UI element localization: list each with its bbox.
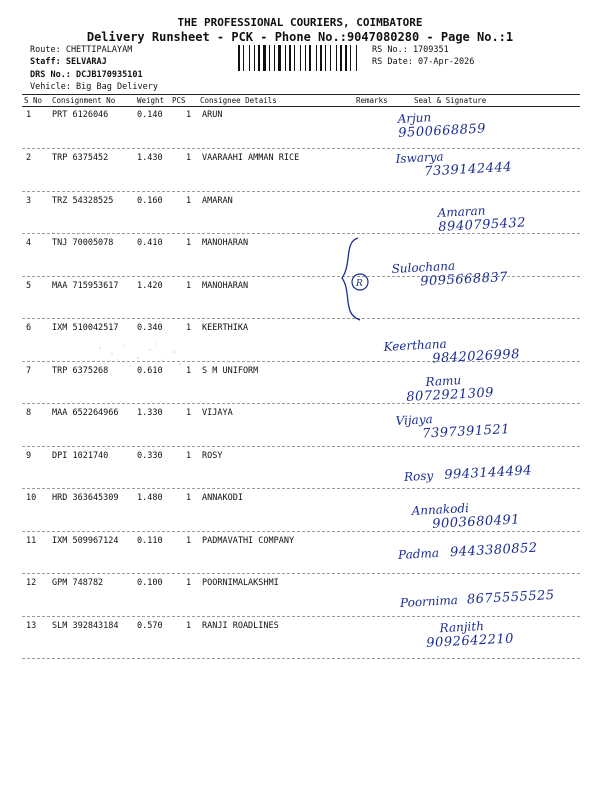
- rs-date: RS Date: 07-Apr-2026: [372, 57, 475, 67]
- row-consignee: MANOHARAN: [202, 281, 249, 291]
- signature-name: Sulochana: [391, 258, 456, 277]
- barcode-bar: [294, 45, 295, 71]
- row-pcs: 1: [186, 110, 192, 120]
- route-label: Route: CHETTIPALAYAM: [30, 45, 133, 55]
- barcode-bar: [336, 45, 337, 71]
- row-consignment: TRP 6375268: [52, 366, 109, 376]
- barcode-bar: [274, 45, 275, 71]
- row-pcs: 1: [186, 366, 192, 376]
- row-consignee: ROSY: [202, 451, 223, 461]
- row-weight: 0.140: [137, 110, 163, 120]
- signature: [397, 107, 486, 141]
- row-consignment: GPM 748782: [52, 578, 104, 588]
- signature-phone: 9095668837: [419, 269, 509, 290]
- barcode-bar: [307, 45, 308, 71]
- row-divider: [22, 658, 580, 659]
- barcode-bar: [318, 45, 319, 71]
- row-pcs: 1: [186, 536, 192, 546]
- row-consignee: ANNAKODI: [202, 493, 243, 503]
- row-consignment: DPI 1021740: [52, 451, 109, 461]
- row-pcs: 1: [186, 451, 192, 461]
- row-consignee: RANJI ROADLINES: [202, 621, 279, 631]
- barcode-bar: [258, 45, 260, 71]
- barcode-bar: [325, 45, 326, 71]
- table-header-border: [22, 106, 580, 107]
- table-row: [0, 238, 600, 280]
- barcode-bar: [276, 45, 277, 71]
- row-consignment: SLM 392843184: [52, 621, 119, 631]
- row-sno: 7: [26, 366, 32, 376]
- vehicle-label: Vehicle: Big Bag Delivery: [30, 82, 158, 92]
- barcode-bar: [287, 45, 288, 71]
- row-weight: 0.340: [137, 323, 163, 333]
- row-consignment: IXM 509967124: [52, 536, 119, 546]
- barcode-bar: [348, 45, 349, 71]
- row-sno: 10: [26, 493, 37, 503]
- row-consignment: TRZ 54328525: [52, 196, 114, 206]
- row-divider: [22, 318, 580, 319]
- row-weight: 0.110: [137, 536, 163, 546]
- barcode-bar: [320, 45, 322, 71]
- rs-number: RS No.: 1709351: [372, 45, 449, 55]
- barcode-bar: [352, 45, 355, 71]
- row-divider: [22, 573, 580, 574]
- signature-name: Arjun: [397, 110, 432, 127]
- barcode-bar: [332, 45, 335, 71]
- row-sno: 2: [26, 153, 32, 163]
- barcode-bar: [340, 45, 342, 71]
- runsheet-subtitle: Delivery Runsheet - PCK - Phone No.:9047080280 - Page No.:1: [86, 30, 514, 44]
- row-weight: 1.430: [137, 153, 163, 163]
- barcode-bar: [238, 45, 240, 71]
- row-sno: 5: [26, 281, 32, 291]
- col-header-consignee: Consignee Details: [200, 96, 277, 105]
- barcode-bar: [245, 45, 248, 71]
- signature-name: Keerthana: [383, 336, 448, 355]
- signature-name: Ranjith: [439, 618, 485, 636]
- barcode-bar: [254, 45, 255, 71]
- table-row: [0, 408, 600, 450]
- signature: [437, 201, 526, 235]
- row-consignee: VAARAAHI AMMAN RICE: [202, 153, 300, 163]
- barcode-bar: [323, 45, 324, 71]
- row-weight: 0.100: [137, 578, 163, 588]
- row-weight: 0.160: [137, 196, 163, 206]
- row-divider: [22, 233, 580, 234]
- row-consignee: ARUN: [202, 110, 223, 120]
- row-sno: 8: [26, 408, 32, 418]
- signature-name: Iswarya: [395, 149, 444, 167]
- barcode-bar: [269, 45, 270, 71]
- row-consignment: TRP 6375452: [52, 153, 109, 163]
- col-header-sno: S No: [24, 96, 43, 105]
- row-pcs: 1: [186, 408, 192, 418]
- signature-phone: 7339142444: [423, 159, 513, 180]
- barcode-bar: [261, 45, 262, 71]
- col-header-pcs: PCS: [172, 96, 186, 105]
- barcode: [238, 45, 368, 71]
- row-weight: 1.480: [137, 493, 163, 503]
- row-sno: 13: [26, 621, 37, 631]
- col-header-weight: Weight: [137, 96, 165, 105]
- bracket-mark: [330, 234, 370, 324]
- row-consignee: AMARAN: [202, 196, 233, 206]
- col-header-remarks: Remarks: [356, 96, 388, 105]
- barcode-bar: [312, 45, 315, 71]
- barcode-bar: [356, 45, 357, 71]
- row-weight: 0.410: [137, 238, 163, 248]
- row-divider: [22, 616, 580, 617]
- signature-name: Amaran: [437, 203, 486, 221]
- barcode-bar: [256, 45, 257, 71]
- barcode-bar: [243, 45, 244, 71]
- row-sno: 6: [26, 323, 32, 333]
- row-pcs: 1: [186, 578, 192, 588]
- row-weight: 1.420: [137, 281, 163, 291]
- signature-phone: 9842026998: [431, 346, 521, 367]
- barcode-bar: [249, 45, 250, 71]
- signature-phone: 9500668859: [397, 121, 487, 141]
- barcode-bar: [300, 45, 301, 71]
- signature-phone: 7397391521: [421, 422, 511, 442]
- row-consignee: POORNIMALAKSHMI: [202, 578, 279, 588]
- signature: [425, 617, 514, 651]
- signature-name: Padma: [397, 545, 440, 562]
- barcode-bar: [327, 45, 329, 71]
- row-weight: 0.610: [137, 366, 163, 376]
- row-divider: [22, 403, 580, 404]
- signature-name: Vijaya: [395, 412, 434, 429]
- signature: [405, 371, 494, 405]
- table-row: [0, 281, 600, 323]
- row-pcs: 1: [186, 323, 192, 333]
- signature-phone: 9003680491: [431, 512, 521, 532]
- row-consignee: S M UNIFORM: [202, 366, 259, 376]
- signature-phone: 9443380852: [449, 540, 539, 561]
- row-weight: 1.330: [137, 408, 163, 418]
- signature-phone: 9943144494: [443, 463, 533, 483]
- row-sno: 9: [26, 451, 32, 461]
- row-consignee: PADMAVATHI COMPANY: [202, 536, 295, 546]
- barcode-bar: [345, 45, 347, 71]
- signature: [395, 146, 512, 181]
- row-divider: [22, 488, 580, 489]
- row-weight: 0.570: [137, 621, 163, 631]
- barcode-bar: [263, 45, 266, 71]
- barcode-bar: [309, 45, 311, 71]
- barcode-bar: [285, 45, 286, 71]
- barcode-bar: [267, 45, 268, 71]
- barcode-bar: [358, 45, 360, 71]
- barcode-bar: [292, 45, 293, 71]
- barcode-bar: [271, 45, 273, 71]
- barcode-bar: [350, 45, 351, 71]
- signature: [395, 408, 510, 443]
- barcode-bar: [282, 45, 284, 71]
- row-consignment: HRD 363645309: [52, 493, 119, 503]
- row-consignment: IXM 510042517: [52, 323, 119, 333]
- svg-text:R: R: [356, 279, 363, 289]
- table-top-border: [22, 94, 580, 95]
- row-sno: 12: [26, 578, 37, 588]
- row-pcs: 1: [186, 281, 192, 291]
- row-pcs: 1: [186, 493, 192, 503]
- barcode-bar: [302, 45, 304, 71]
- row-consignment: TNJ 70005078: [52, 238, 114, 248]
- row-pcs: 1: [186, 621, 192, 631]
- col-header-consignment: Consignment No: [52, 96, 116, 105]
- row-pcs: 1: [186, 196, 192, 206]
- signature: [411, 498, 520, 533]
- signature-name: Poornima: [399, 592, 459, 610]
- row-divider: [22, 191, 580, 192]
- barcode-bar: [251, 45, 253, 71]
- signature-phone: 9092642210: [425, 631, 515, 651]
- barcode-bar: [338, 45, 339, 71]
- row-sno: 1: [26, 110, 32, 120]
- row-pcs: 1: [186, 153, 192, 163]
- barcode-bar: [316, 45, 317, 71]
- row-sno: 3: [26, 196, 32, 206]
- row-consignment: MAA 715953617: [52, 281, 119, 291]
- row-consignment: PRT 6126046: [52, 110, 109, 120]
- company-title: THE PROFESSIONAL COURIERS, COIMBATORE: [177, 16, 423, 29]
- row-consignee: MANOHARAN: [202, 238, 249, 248]
- drs-number: DRS No.: DCJB170935101: [30, 70, 143, 80]
- staff-label: Staff: SELVARAJ: [30, 57, 107, 67]
- barcode-bar: [241, 45, 242, 71]
- barcode-bar: [289, 45, 291, 71]
- signature: [391, 256, 508, 291]
- row-divider: [22, 531, 580, 532]
- row-sno: 4: [26, 238, 32, 248]
- signature-name: Annakodi: [411, 501, 470, 519]
- row-sno: 11: [26, 536, 37, 546]
- table-row: [0, 366, 600, 408]
- col-header-seal: Seal & Signature: [414, 96, 487, 105]
- row-weight: 0.330: [137, 451, 163, 461]
- signature-name: Rosy: [403, 468, 434, 484]
- signature-phone: 8940795432: [437, 215, 527, 235]
- scan-noise: [90, 340, 190, 370]
- row-pcs: 1: [186, 238, 192, 248]
- row-consignee: KEERTHIKA: [202, 323, 249, 333]
- signature-name: Ramu: [425, 373, 462, 389]
- signature-phone: 8675555525: [466, 587, 555, 608]
- row-divider: [22, 446, 580, 447]
- signature-phone: 8072921309: [405, 385, 495, 405]
- row-consignee: VIJAYA: [202, 408, 233, 418]
- barcode-bar: [296, 45, 299, 71]
- barcode-bar: [305, 45, 306, 71]
- barcode-bar: [278, 45, 281, 71]
- barcode-bar: [343, 45, 344, 71]
- barcode-bar: [330, 45, 331, 71]
- row-consignment: MAA 652264966: [52, 408, 119, 418]
